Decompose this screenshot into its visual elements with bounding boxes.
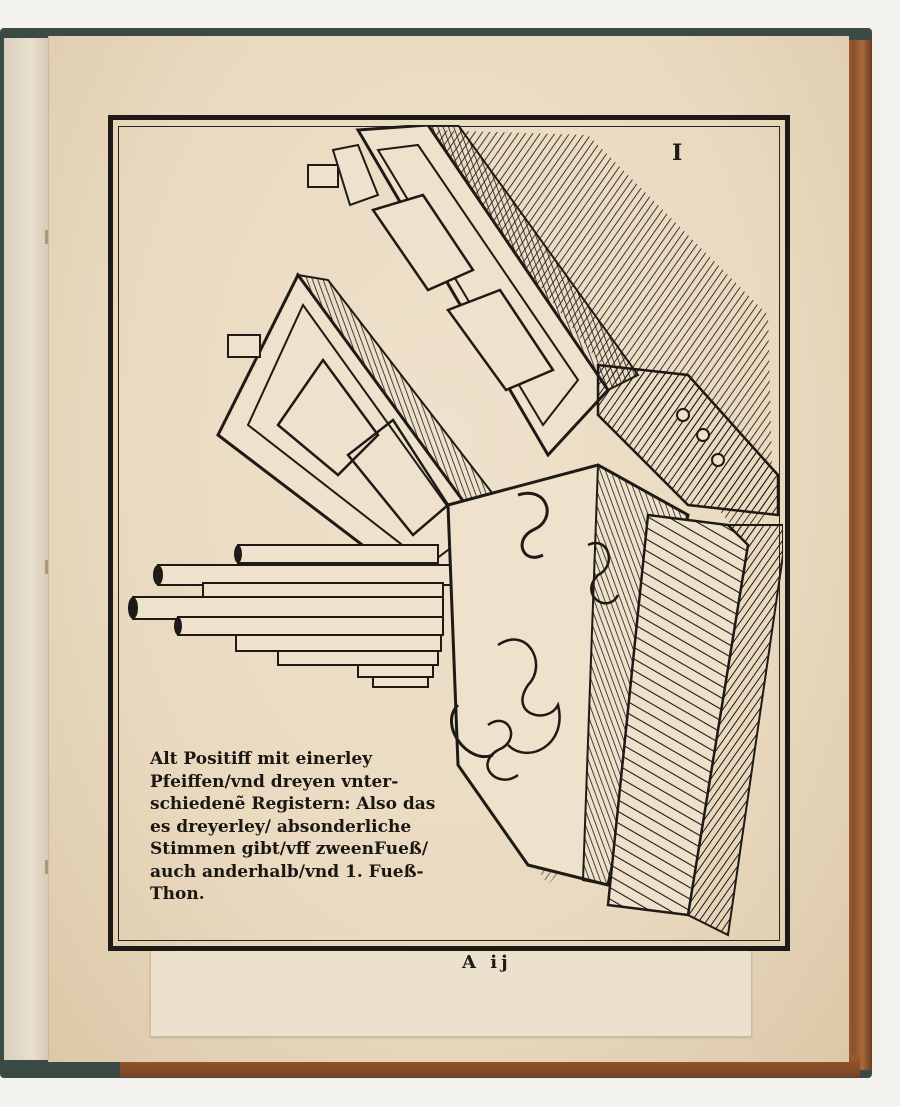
caption-line: Alt Positiff mit einerley	[150, 749, 373, 769]
signature-mark: A ij	[462, 952, 512, 973]
caption-line: Thon.	[150, 884, 205, 904]
stitch-mark	[45, 860, 48, 874]
caption-line: es dreyerley/ absonderliche	[150, 816, 412, 837]
caption-line: auch anderhalb/vnd 1. Fueß-	[150, 861, 424, 882]
illustration-caption	[150, 748, 436, 906]
caption-line: schiedenẽ Registern: Also das	[150, 794, 436, 814]
left-leaf	[4, 38, 50, 1060]
organ-pipes	[128, 545, 458, 687]
page-folio-number: I	[672, 140, 683, 166]
stitch-mark	[45, 560, 48, 574]
caption-line: Stimmen gibt/vff zweenFueß/	[150, 839, 429, 859]
paper-slip	[150, 950, 752, 1037]
caption-line: Pfeiffen/vnd dreyen vnter-	[150, 771, 399, 792]
stitch-mark	[45, 230, 48, 244]
